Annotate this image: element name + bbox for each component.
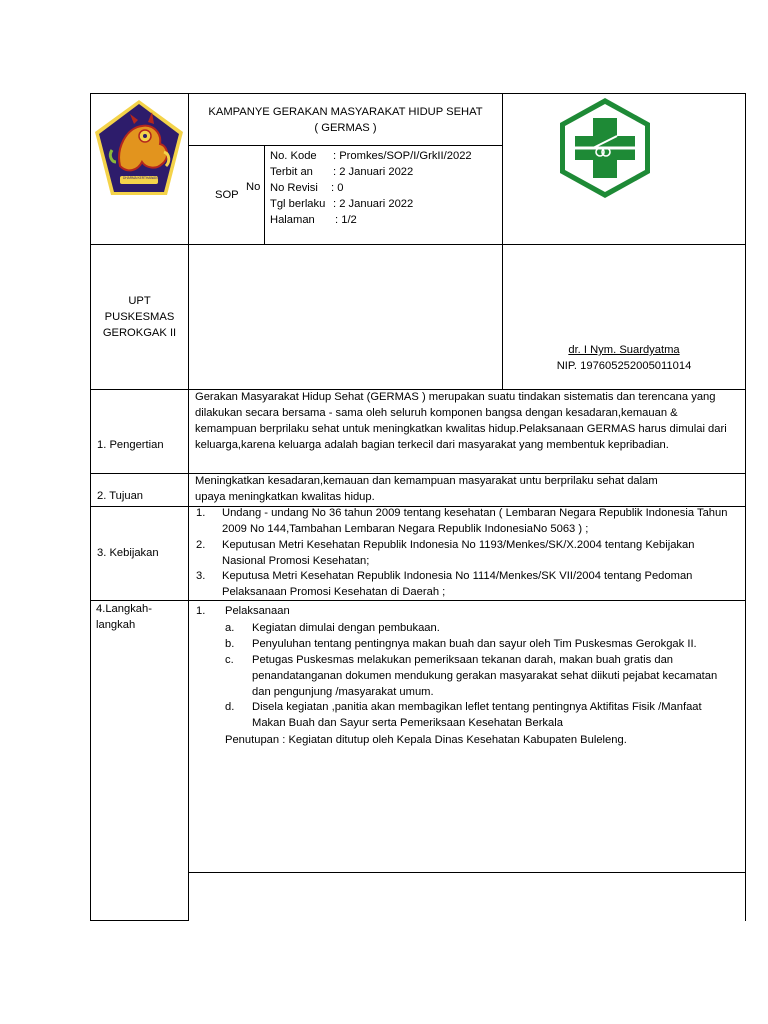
section-label-langkah: 4.Langkah-: [96, 603, 152, 615]
unit-name-line: GEROKGAK II: [102, 327, 177, 339]
section-label-kebijakan: 3. Kebijakan: [97, 547, 159, 559]
substep-line: Penyuluhan tentang pentingnya makan buah dan sayur oleh Tim Puskesmas Gerokgak II.: [252, 638, 697, 650]
section-label-tujuan: 2. Tujuan: [97, 490, 144, 502]
grid-line: [188, 93, 189, 921]
substep-letter: d.: [225, 701, 235, 713]
meta-label: Terbit an: [270, 166, 313, 178]
list-item-line: Undang - undang No 36 tahun 2009 tentang kesehatan ( Lembaran Negara Republik Indonesia Tahun: [222, 507, 728, 519]
meta-label: Halaman: [270, 214, 315, 226]
meta-value: : 1/2: [335, 214, 357, 226]
section-label-pengertian: 1. Pengertian: [97, 439, 164, 451]
regional-emblem-logo: [90, 96, 188, 204]
grid-line: [188, 145, 502, 146]
unit-name-line: PUSKESMAS: [104, 311, 175, 323]
section-label-langkah: langkah: [96, 619, 136, 631]
substep-letter: b.: [225, 638, 235, 650]
grid-line: [188, 872, 746, 873]
closing-statement: Penutupan : Kegiatan ditutup oleh Kepala Dinas Kesehatan Kabupaten Buleleng.: [225, 734, 627, 746]
grid-line: [745, 93, 746, 921]
meta-value: : 0: [331, 182, 344, 194]
meta-label: Tgl berlaku: [270, 198, 326, 210]
paragraph-line: kemampuan berprilaku sehat untuk meningkatkan kwalitas hidup.Pelaksanaan GERMAS harus dimulai dari: [195, 423, 727, 435]
list-item-line: 2009 No 144,Tambahan Lembaran Negara Republik IndonesiaNo 5063 ) ;: [222, 523, 589, 535]
document-title: KAMPANYE GERAKAN MASYARAKAT HIDUP SEHAT: [208, 106, 483, 118]
paragraph-line: upaya meningkatkan kwalitas hidup.: [195, 491, 375, 503]
document-title-abbrev: ( GERMAS ): [314, 122, 377, 134]
signatory-name: dr. I Nym. Suardyatma: [568, 344, 680, 356]
substep-line: Kegiatan dimulai dengan pembukaan.: [252, 622, 440, 634]
list-item-line: Keputusan Metri Kesehatan Republik Indonesia No 1193/Menkes/SK/X.2004 tentang Kebijakan: [222, 539, 695, 551]
meta-label: No. Kode: [270, 150, 317, 162]
list-item-line: Pelaksanaan Promosi Kesehatan di Daerah ;: [222, 586, 446, 598]
substep-line: penandatanganan dokumen mendukung gerakan masyarakat sehat diikuti pejabat kecamatan: [252, 670, 718, 682]
step-title: Pelaksanaan: [225, 605, 290, 617]
meta-value: : 2 Januari 2022: [333, 166, 414, 178]
signatory-nip: NIP. 197605252005011014: [556, 360, 692, 372]
regional-motto: DHARMA KERTHAWAN: [123, 176, 158, 180]
substep-letter: c.: [225, 654, 234, 666]
substep-line: dan pengunjung /masyarakat umum.: [252, 686, 434, 698]
list-number: 2.: [196, 539, 206, 551]
grid-line: [90, 93, 91, 921]
paragraph-line: Gerakan Masyarakat Hidup Sehat (GERMAS ) merupakan suatu tindakan sistematis dan terencana yang: [195, 391, 716, 403]
list-item-line: Nasional Promosi Kesehatan;: [222, 555, 370, 567]
substep-line: Disela kegiatan ,panitia akan membagikan leflet tentang pentingnya Aktifitas Fisik /Manfaat: [252, 701, 702, 713]
substep-line: Makan Buah dan Sayur serta Pemeriksaan Kesehatan Berkala: [252, 717, 563, 729]
paragraph-line: Meningkatkan kesadaran,kemauan dan kemampuan masyarakat untu berprilaku sehat dalam: [195, 475, 658, 487]
meta-label: No Revisi: [270, 182, 318, 194]
sop-label: SOP: [215, 189, 239, 201]
substep-line: Petugas Puskesmas melakukan pemeriksaan tekanan darah, makan buah gratis dan: [252, 654, 674, 666]
grid-line: [264, 145, 265, 245]
list-number: 3.: [196, 570, 206, 582]
paragraph-line: keluarga,karena keluarga adalah bagian terkecil dari masyarakat yang membentuk kepribadian.: [195, 439, 669, 451]
step-number: 1.: [196, 605, 206, 617]
list-number: 1.: [196, 507, 206, 519]
grid-line: [90, 920, 189, 921]
meta-value: : 2 Januari 2022: [333, 198, 414, 210]
health-cross-logo: [553, 96, 657, 200]
substep-letter: a.: [225, 622, 235, 634]
meta-value: : Promkes/SOP/I/GrkII/2022: [333, 150, 472, 162]
unit-name-line: UPT: [128, 295, 151, 307]
no-label: No: [246, 181, 261, 193]
paragraph-line: dilakukan secara bersama - sama oleh seluruh komponen bangsa dengan kesadaran,kemauan &: [195, 407, 678, 419]
list-item-line: Keputusa Metri Kesehatan Republik Indonesia No 1114/Menkes/SK VII/2004 tentang Pedoman: [222, 570, 693, 582]
